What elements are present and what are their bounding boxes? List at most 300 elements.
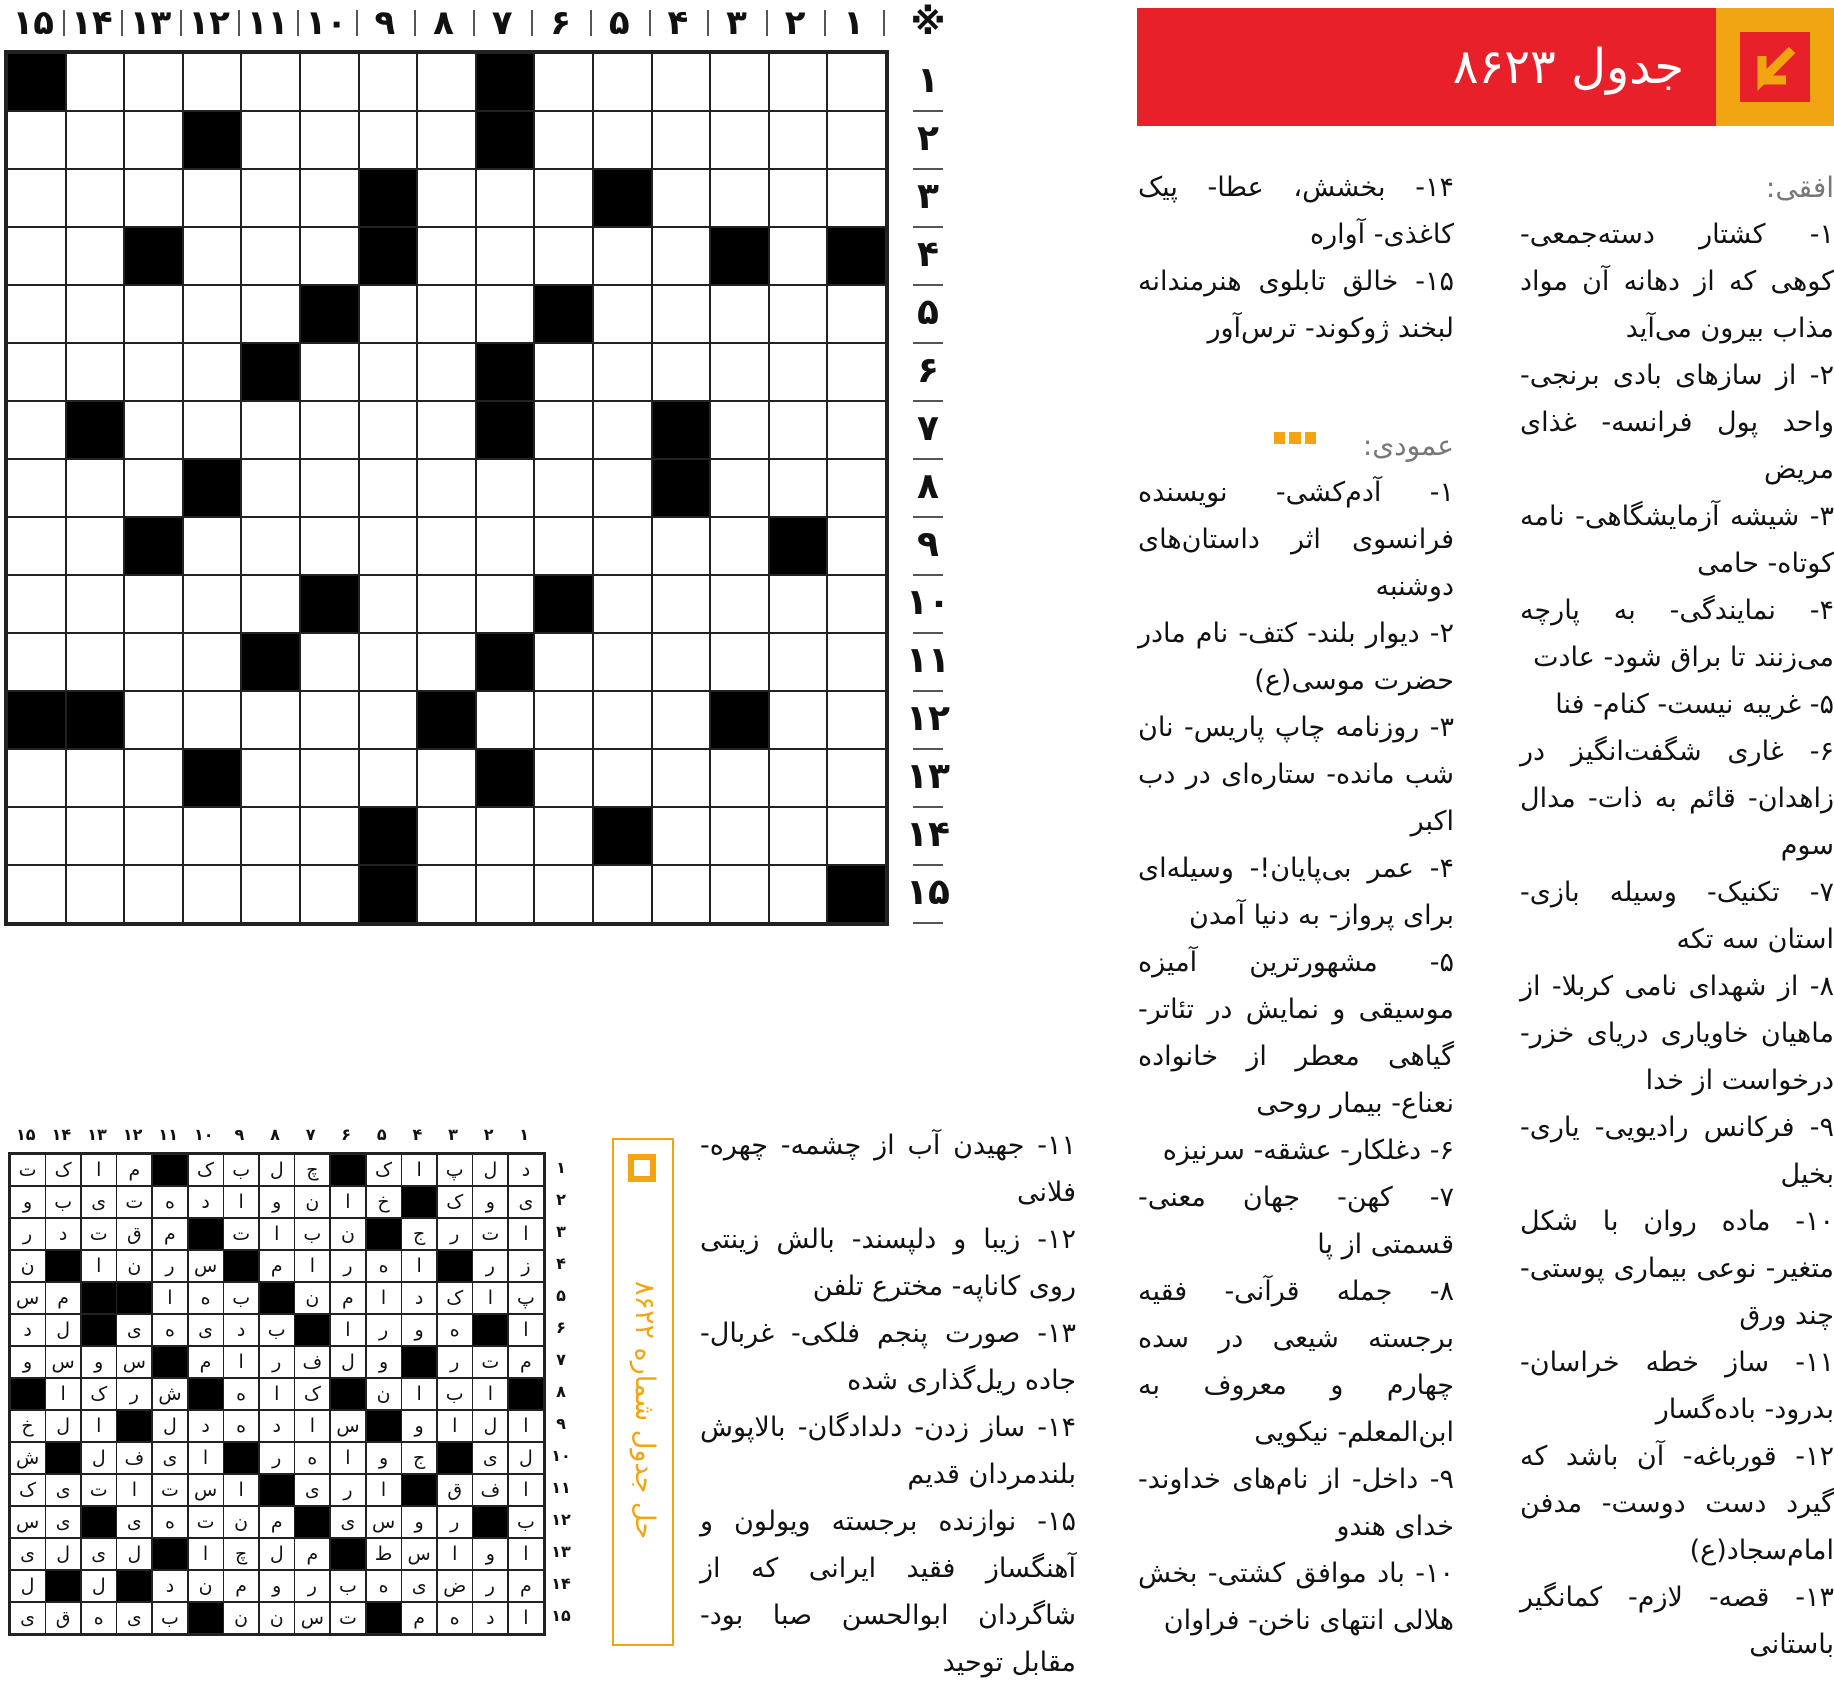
grid-cell[interactable] [242,518,299,574]
grid-cell[interactable] [184,286,241,342]
grid-cell[interactable] [535,692,592,748]
black-cell [711,692,768,748]
grid-cell[interactable] [535,634,592,690]
grid-cell[interactable] [125,170,182,226]
grid-cell[interactable] [653,750,710,806]
grid-cell[interactable] [828,54,885,110]
grid-cell[interactable] [125,460,182,516]
grid-cell[interactable] [242,576,299,632]
grid-cell[interactable] [594,228,651,284]
across-heading: افقی: [1765,171,1834,204]
solution-cell: چ [295,1155,329,1186]
solution-row-number: ۱۰ [551,1446,571,1465]
grid-cell[interactable] [67,228,124,284]
solution-cell: ا [189,1539,223,1570]
solution-cell: ا [331,1315,365,1346]
grid-cell[interactable] [184,228,241,284]
grid-cell[interactable] [301,54,358,110]
row-separator [913,922,943,924]
solution-cell: د [46,1219,80,1250]
across-clue: ۸- از شهدای نامی کربلا- از ماهیان خاویاری دریای خزر- درخواست از خدا [1520,971,1834,1096]
grid-cell[interactable] [360,54,417,110]
grid-cell[interactable] [770,402,827,458]
solution-cell: ب [153,1603,187,1634]
grid-cell[interactable] [301,460,358,516]
solution-cell: م [509,1571,543,1602]
grid-cell[interactable] [301,750,358,806]
solution-cell: ج [402,1443,436,1474]
solution-cell: ا [82,1155,116,1186]
grid-cell[interactable] [242,286,299,342]
grid-cell[interactable] [242,692,299,748]
grid-cell[interactable] [360,402,417,458]
black-cell [828,228,885,284]
grid-cell[interactable] [184,518,241,574]
grid-cell[interactable] [711,808,768,864]
grid-cell[interactable] [535,750,592,806]
solution-cell: ه [438,1315,472,1346]
grid-cell[interactable] [418,402,475,458]
solution-cell: م [509,1347,543,1378]
grid-cell[interactable] [477,576,534,632]
grid-cell[interactable] [360,344,417,400]
row-number: ۱۲ [906,698,950,739]
grid-cell[interactable] [184,344,241,400]
grid-cell[interactable] [711,344,768,400]
grid-cell[interactable] [653,634,710,690]
down-clue: ۹- داخل- از نام‌های خداوند- خدای هندو [1138,1464,1454,1542]
solution-black-cell [473,1315,507,1346]
grid-cell[interactable] [184,866,241,922]
grid-cell[interactable] [535,54,592,110]
grid-cell[interactable] [8,634,65,690]
grid-cell[interactable] [242,54,299,110]
grid-cell[interactable] [535,808,592,864]
column-number: ۵ [608,3,630,43]
grid-cell[interactable] [653,866,710,922]
grid-cell[interactable] [360,692,417,748]
solution-cell: ا [509,1539,543,1570]
grid-cell[interactable] [360,112,417,168]
grid-cell[interactable] [653,808,710,864]
grid-cell[interactable] [418,634,475,690]
grid-cell[interactable] [828,170,885,226]
grid-cell[interactable] [535,228,592,284]
grid-cell[interactable] [418,576,475,632]
clues-column-1 [1520,164,1834,1668]
solution-cell: ر [260,1443,294,1474]
grid-cell[interactable] [828,634,885,690]
grid-cell[interactable] [125,286,182,342]
solution-black-cell [46,1443,80,1474]
grid-cell[interactable] [711,402,768,458]
grid-cell[interactable] [711,576,768,632]
grid-cell[interactable] [477,228,534,284]
grid-cell[interactable] [594,634,651,690]
grid-cell[interactable] [8,286,65,342]
solution-black-cell [367,1219,401,1250]
solution-cell: ن [331,1219,365,1250]
grid-cell[interactable] [711,170,768,226]
grid-cell[interactable] [360,750,417,806]
grid-cell[interactable] [535,170,592,226]
grid-cell[interactable] [301,518,358,574]
grid-cell[interactable] [67,54,124,110]
grid-cell[interactable] [242,808,299,864]
grid-cell[interactable] [594,112,651,168]
grid-cell[interactable] [125,576,182,632]
solution-cell: ر [11,1219,45,1250]
solution-cell: ب [509,1507,543,1538]
grid-cell[interactable] [184,170,241,226]
down-heading: عمودی: [1362,429,1454,462]
grid-cell[interactable] [8,808,65,864]
grid-cell[interactable] [770,54,827,110]
solution-cell: د [153,1571,187,1602]
solution-cell: ل [11,1571,45,1602]
grid-cell[interactable] [535,518,592,574]
grid-cell[interactable] [184,402,241,458]
grid-cell[interactable] [770,344,827,400]
grid-cell[interactable] [653,54,710,110]
grid-cell[interactable] [301,866,358,922]
across-clue-list-continued [1138,164,1454,352]
grid-cell[interactable] [360,576,417,632]
grid-cell[interactable] [770,460,827,516]
grid-cell[interactable] [594,576,651,632]
grid-cell[interactable] [711,460,768,516]
grid-cell[interactable] [711,866,768,922]
grid-cell[interactable] [477,866,534,922]
across-clue-list [1520,211,1834,1668]
grid-cell[interactable] [301,402,358,458]
grid-cell[interactable] [125,344,182,400]
solution-cell: م [260,1251,294,1282]
grid-cell[interactable] [711,54,768,110]
grid-cell[interactable] [828,518,885,574]
grid-cell[interactable] [301,112,358,168]
grid-cell[interactable] [301,692,358,748]
grid-cell[interactable] [242,170,299,226]
grid-cell[interactable] [828,402,885,458]
grid-cell[interactable] [184,576,241,632]
down-clue: ۵- مشهورترین آمیزه موسیقی و نمایش در تئاتر- گیاهی معطر از خانواده نعناع- بیمار روحی [1138,947,1454,1119]
grid-cell[interactable] [594,750,651,806]
grid-cell[interactable] [770,634,827,690]
solution-cell: ک [82,1379,116,1410]
solution-cell: ا [367,1475,401,1506]
row-number: ۱۵ [906,872,950,913]
column-number: ۱۰ [305,3,348,43]
solution-cell: ا [438,1411,472,1442]
grid-cell[interactable] [8,170,65,226]
across-clue: ۱- کشتار دسته‌جمعی- کوهی که از دهانه آن مواد مذاب بیرون می‌آید [1520,219,1834,344]
grid-cell[interactable] [301,228,358,284]
grid-cell[interactable] [360,518,417,574]
grid-cell[interactable] [242,460,299,516]
grid-cell[interactable] [242,402,299,458]
grid-cell[interactable] [125,634,182,690]
grid-cell[interactable] [653,228,710,284]
solution-cell: و [402,1315,436,1346]
solution-cell: ب [224,1155,258,1186]
grid-cell[interactable] [770,808,827,864]
grid-cell[interactable] [8,112,65,168]
grid-cell[interactable] [8,460,65,516]
grid-cell[interactable] [477,808,534,864]
grid-cell[interactable] [125,112,182,168]
black-cell [8,54,65,110]
grid-cell[interactable] [653,344,710,400]
grid-cell[interactable] [8,344,65,400]
grid-cell[interactable] [67,460,124,516]
solution-cell: م [295,1539,329,1570]
grid-cell[interactable] [594,54,651,110]
solution-column-number: ۶ [341,1125,352,1144]
grid-cell[interactable] [125,54,182,110]
solution-black-cell [260,1283,294,1314]
solution-row-number: ۱۱ [551,1478,571,1497]
solution-cell: ت [117,1187,151,1218]
grid-cell[interactable] [125,402,182,458]
solution-cell: ی [82,1539,116,1570]
grid-cell[interactable] [67,750,124,806]
grid-cell[interactable] [477,460,534,516]
solution-cell: ر [153,1251,187,1282]
grid-cell[interactable] [418,112,475,168]
grid-cell[interactable] [301,634,358,690]
solution-cell: م [46,1283,80,1314]
solution-cell: پ [509,1283,543,1314]
solution-cell: ا [402,1155,436,1186]
solution-cell: خ [367,1187,401,1218]
grid-cell[interactable] [828,112,885,168]
down-clue: ۱- آدم‌کشی- نویسنده فرانسوی اثر داستان‌های دوشنبه [1138,477,1454,602]
grid-cell[interactable] [418,460,475,516]
grid-cell[interactable] [242,750,299,806]
grid-cell[interactable] [653,576,710,632]
grid-cell[interactable] [594,402,651,458]
grid-cell[interactable] [477,692,534,748]
grid-cell[interactable] [535,402,592,458]
grid-cell[interactable] [653,692,710,748]
grid-cell[interactable] [477,518,534,574]
grid-cell[interactable] [67,576,124,632]
grid-cell[interactable] [360,460,417,516]
grid-cell[interactable] [67,344,124,400]
solution-cell: ت [224,1219,258,1250]
grid-cell[interactable] [828,692,885,748]
grid-cell[interactable] [242,228,299,284]
grid-cell[interactable] [594,866,651,922]
across-clue: ۱۰- ماده روان با شکل متغیر- نوعی بیماری پوستی- چند ورق [1520,1206,1834,1331]
grid-cell[interactable] [653,518,710,574]
grid-cell[interactable] [8,518,65,574]
black-cell [360,808,417,864]
solution-row-number: ۶ [556,1318,566,1337]
column-number: ۴ [667,3,689,43]
grid-cell[interactable] [8,228,65,284]
down-clue: ۱۲- زیبا و دلپسند- بالش زینتی روی کاناپه- مخترع تلفن [700,1224,1076,1302]
down-clue: ۲- دیوار بلند- کتف- نام مادر حضرت موسی(ع) [1138,618,1454,696]
grid-cell[interactable] [828,750,885,806]
solution-cell: ن [117,1251,151,1282]
page-title: جدول ۸۶۲۳ [1452,39,1684,95]
grid-cell[interactable] [418,866,475,922]
solution-cell: ب [224,1283,258,1314]
grid-cell[interactable] [770,750,827,806]
grid-cell[interactable] [477,286,534,342]
grid-cell[interactable] [477,170,534,226]
grid-cell[interactable] [594,518,651,574]
grid-cell[interactable] [828,344,885,400]
solution-cell: ه [367,1571,401,1602]
solution-cell: ض [438,1571,472,1602]
across-clue: ۹- فرکانس رادیویی- یاری- بخیل [1520,1112,1834,1190]
grid-cell[interactable] [301,344,358,400]
solution-cell: س [46,1347,80,1378]
solution-cell: م [331,1283,365,1314]
grid-cell[interactable] [535,112,592,168]
grid-cell[interactable] [711,286,768,342]
grid-cell[interactable] [594,460,651,516]
grid-cell[interactable] [67,518,124,574]
grid-cell[interactable] [125,866,182,922]
solution-cell: ی [11,1603,45,1634]
solution-black-cell [331,1155,365,1186]
grid-cell[interactable] [67,808,124,864]
grid-cell[interactable] [242,866,299,922]
solution-black-cell [367,1603,401,1634]
grid-cell[interactable] [653,286,710,342]
solution-cell: ر [473,1571,507,1602]
grid-cell[interactable] [770,170,827,226]
grid-cell[interactable] [653,170,710,226]
grid-cell[interactable] [770,692,827,748]
solution-black-cell [402,1187,436,1218]
solution-cell: ه [153,1187,187,1218]
grid-cell[interactable] [184,634,241,690]
grid-cell[interactable] [125,808,182,864]
grid-cell[interactable] [125,692,182,748]
solution-cell: ب [260,1315,294,1346]
grid-cell[interactable] [8,866,65,922]
row-number: ۹ [917,524,939,565]
grid-cell[interactable] [535,460,592,516]
grid-cell[interactable] [360,286,417,342]
grid-cell[interactable] [301,170,358,226]
grid-cell[interactable] [535,866,592,922]
grid-cell[interactable] [8,750,65,806]
grid-cell[interactable] [67,286,124,342]
grid-cell[interactable] [301,808,358,864]
grid-cell[interactable] [67,112,124,168]
solution-cell: و [367,1347,401,1378]
grid-cell[interactable] [418,54,475,110]
solution-cell: م [260,1507,294,1538]
solution-row-number: ۹ [556,1414,566,1433]
solution-row-number: ۳ [556,1222,566,1241]
black-cell [477,344,534,400]
grid-cell[interactable] [8,402,65,458]
solution-cell: ا [438,1539,472,1570]
grid-cell[interactable] [828,808,885,864]
solution-cell: ه [224,1379,258,1410]
grid-cell[interactable] [8,576,65,632]
solution-black-cell [331,1379,365,1410]
grid-cell[interactable] [418,750,475,806]
solution-black-cell [82,1283,116,1314]
grid-cell[interactable] [828,286,885,342]
clues-column-2 [1138,164,1454,1644]
solution-black-cell [295,1315,329,1346]
solution-cell: ک [438,1187,472,1218]
grid-cell[interactable] [184,808,241,864]
grid-cell[interactable] [360,634,417,690]
solution-cell: ا [473,1379,507,1410]
solution-cell: ل [117,1539,151,1570]
grid-cell[interactable] [828,460,885,516]
solution-black-cell [438,1443,472,1474]
grid-cell[interactable] [418,286,475,342]
down-clue: ۸- جمله قرآنی- فقیه برجسته شیعی در سده چهارم و معروف به ابن‌المعلم- نیکویی [1138,1276,1454,1448]
solution-cell: ل [509,1443,543,1474]
solution-cell: د [402,1283,436,1314]
grid-cell[interactable] [67,170,124,226]
grid-cell[interactable] [242,112,299,168]
grid-cell[interactable] [711,634,768,690]
grid-cell[interactable] [418,228,475,284]
black-cell [653,460,710,516]
solution-cell: ا [509,1411,543,1442]
grid-cell[interactable] [594,344,651,400]
row-number: ۱ [917,60,939,101]
grid-cell[interactable] [770,866,827,922]
solution-row-number: ۱ [556,1158,566,1177]
column-number: ۹ [374,3,396,43]
black-cell [125,228,182,284]
grid-cell[interactable] [653,112,710,168]
solution-cell: ه [224,1411,258,1442]
grid-cell[interactable] [711,112,768,168]
grid-cell[interactable] [184,54,241,110]
grid-cell[interactable] [418,170,475,226]
grid-cell[interactable] [770,112,827,168]
solution-cell: ر [331,1475,365,1506]
solution-cell: ی [509,1187,543,1218]
black-cell [67,692,124,748]
grid-cell[interactable] [711,518,768,574]
grid-cell[interactable] [418,344,475,400]
grid-cell[interactable] [770,576,827,632]
grid-cell[interactable] [184,692,241,748]
grid-cell[interactable] [594,286,651,342]
grid-cell[interactable] [711,750,768,806]
grid-cell[interactable] [770,228,827,284]
solution-cell: ا [82,1411,116,1442]
grid-cell[interactable] [594,692,651,748]
grid-cell[interactable] [535,344,592,400]
grid-cell[interactable] [828,576,885,632]
grid-cell[interactable] [67,866,124,922]
grid-cell[interactable] [418,808,475,864]
solution-black-cell [82,1315,116,1346]
clues-column-3 [700,1122,1076,1686]
grid-cell[interactable] [418,518,475,574]
grid-cell[interactable] [67,634,124,690]
grid-cell[interactable] [770,286,827,342]
grid-cell[interactable] [125,750,182,806]
